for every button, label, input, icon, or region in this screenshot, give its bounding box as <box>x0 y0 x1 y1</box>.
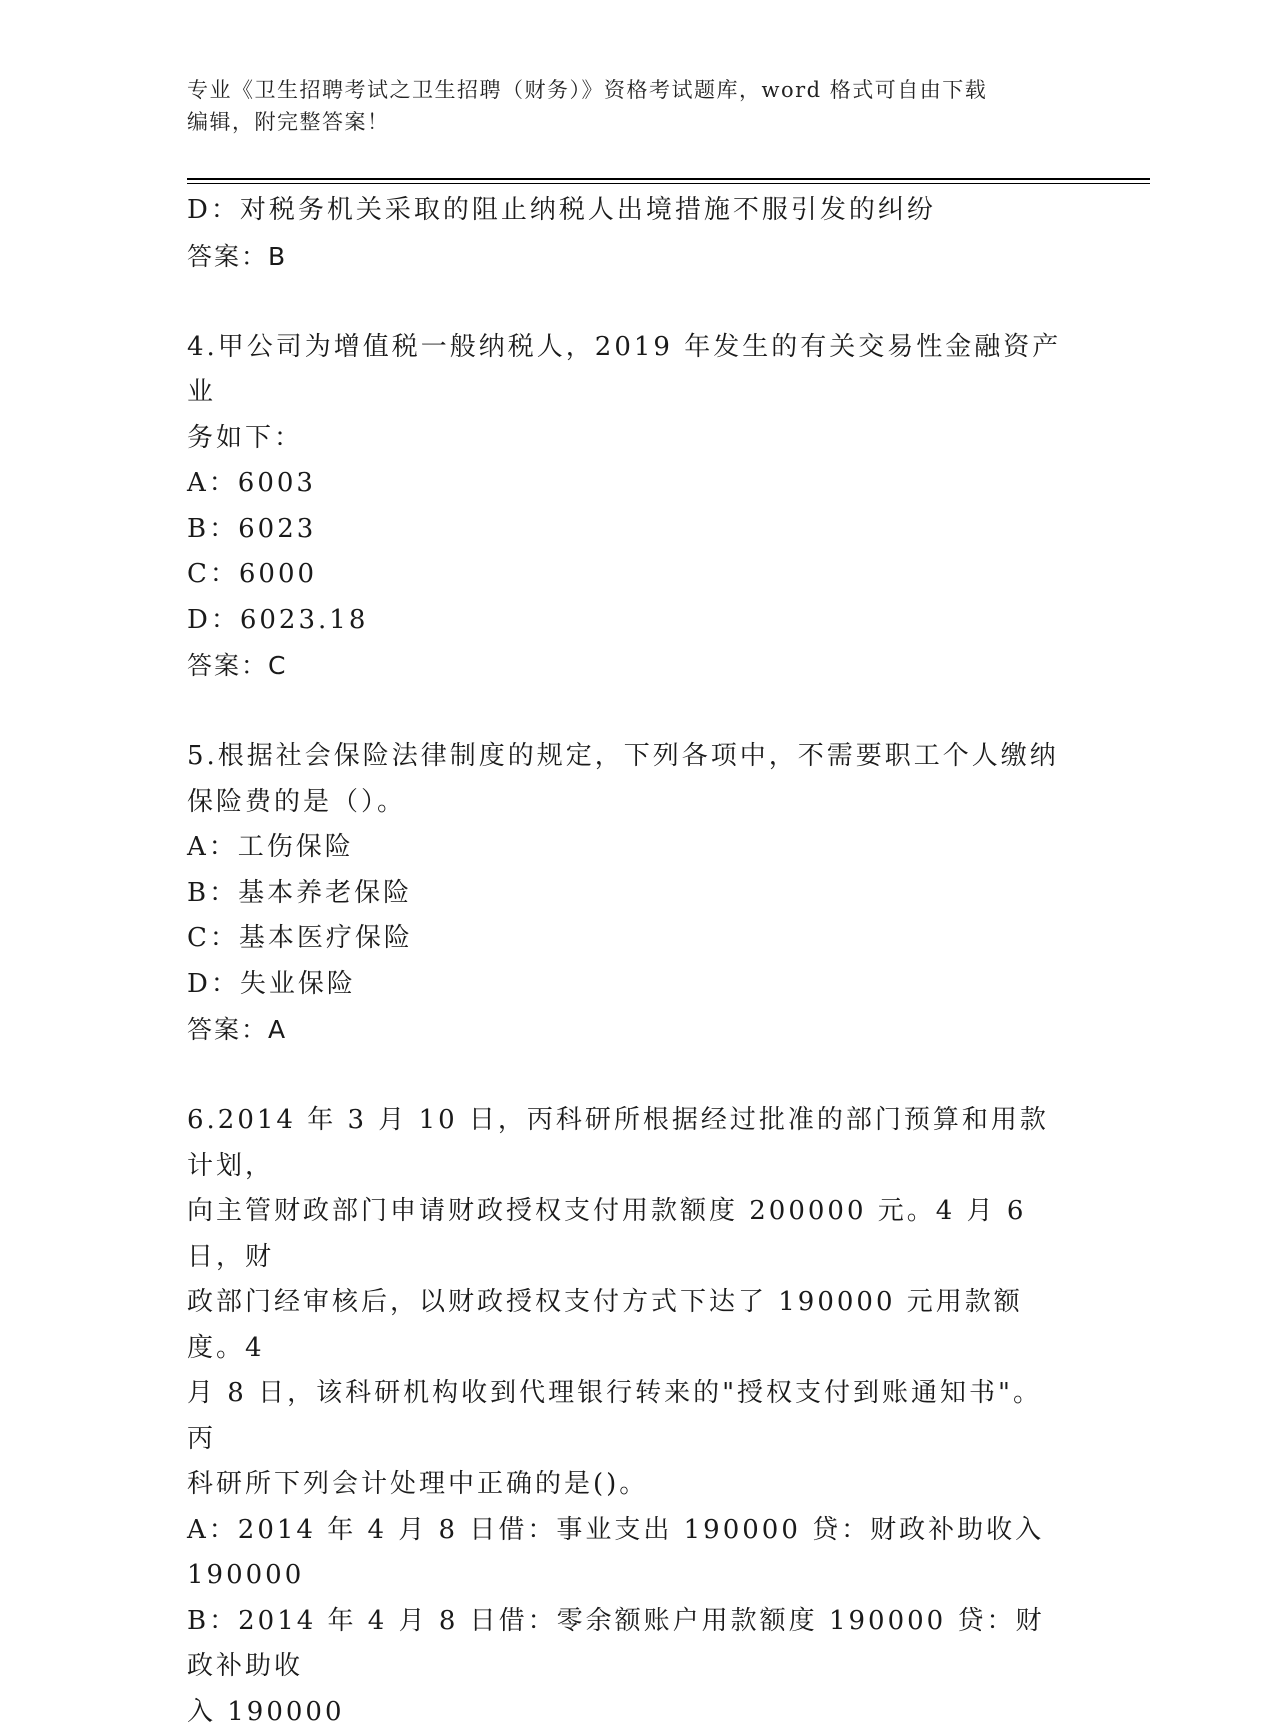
answer-line: 答案：C <box>187 643 1067 689</box>
option-d: D：对税务机关采取的阻止纳税人出境措施不服引发的纠纷 <box>187 188 1067 234</box>
option-b-continued: 入 190000 <box>187 1690 1067 1735</box>
question-3-tail <box>187 188 1067 279</box>
answer-line: 答案：B <box>187 234 1067 280</box>
option-a: A：2014 年 4 月 8 日借：事业支出 190000 贷：财政补助收入 190000 <box>187 1508 1067 1599</box>
question-stem: 4.甲公司为增值税一般纳税人，2019 年发生的有关交易性金融资产业 <box>187 325 1067 416</box>
option-a: A：工伤保险 <box>187 825 1067 871</box>
question-5 <box>187 734 1067 1053</box>
option-b: B：2014 年 4 月 8 日借：零余额账户用款额度 190000 贷：财政补助收 <box>187 1599 1067 1690</box>
question-stem: 务如下： <box>187 416 1067 462</box>
option-d: D：失业保险 <box>187 962 1067 1008</box>
question-stem: 月 8 日，该科研机构收到代理银行转来的"授权支付到账通知书"。丙 <box>187 1371 1067 1462</box>
spacer <box>187 279 1067 325</box>
option-a: A：6003 <box>187 461 1067 507</box>
page-header <box>187 74 1067 138</box>
option-b: B：6023 <box>187 507 1067 553</box>
question-stem: 5.根据社会保险法律制度的规定，下列各项中，不需要职工个人缴纳 <box>187 734 1067 780</box>
spacer <box>187 1053 1067 1099</box>
question-stem: 6.2014 年 3 月 10 日，丙科研所根据经过批准的部门预算和用款计划， <box>187 1098 1067 1189</box>
option-b: B：基本养老保险 <box>187 871 1067 917</box>
option-c: C：基本医疗保险 <box>187 916 1067 962</box>
document-body <box>187 188 1067 1735</box>
spacer <box>187 689 1067 735</box>
answer-line: 答案：A <box>187 1007 1067 1053</box>
question-stem: 政部门经审核后，以财政授权支付方式下达了 190000 元用款额度。4 <box>187 1280 1067 1371</box>
header-title-line2: 编辑，附完整答案！ <box>187 106 1067 138</box>
question-4 <box>187 325 1067 689</box>
question-stem: 向主管财政部门申请财政授权支付用款额度 200000 元。4 月 6 日，财 <box>187 1189 1067 1280</box>
header-title-line1: 专业《卫生招聘考试之卫生招聘（财务）》资格考试题库，word 格式可自由下载 <box>187 74 1067 106</box>
question-stem: 科研所下列会计处理中正确的是()。 <box>187 1462 1067 1508</box>
header-divider-thin <box>187 183 1150 184</box>
question-stem: 保险费的是（）。 <box>187 780 1067 826</box>
header-divider-thick <box>187 178 1150 180</box>
question-6 <box>187 1098 1067 1735</box>
option-d: D：6023.18 <box>187 598 1067 644</box>
option-c: C：6000 <box>187 552 1067 598</box>
